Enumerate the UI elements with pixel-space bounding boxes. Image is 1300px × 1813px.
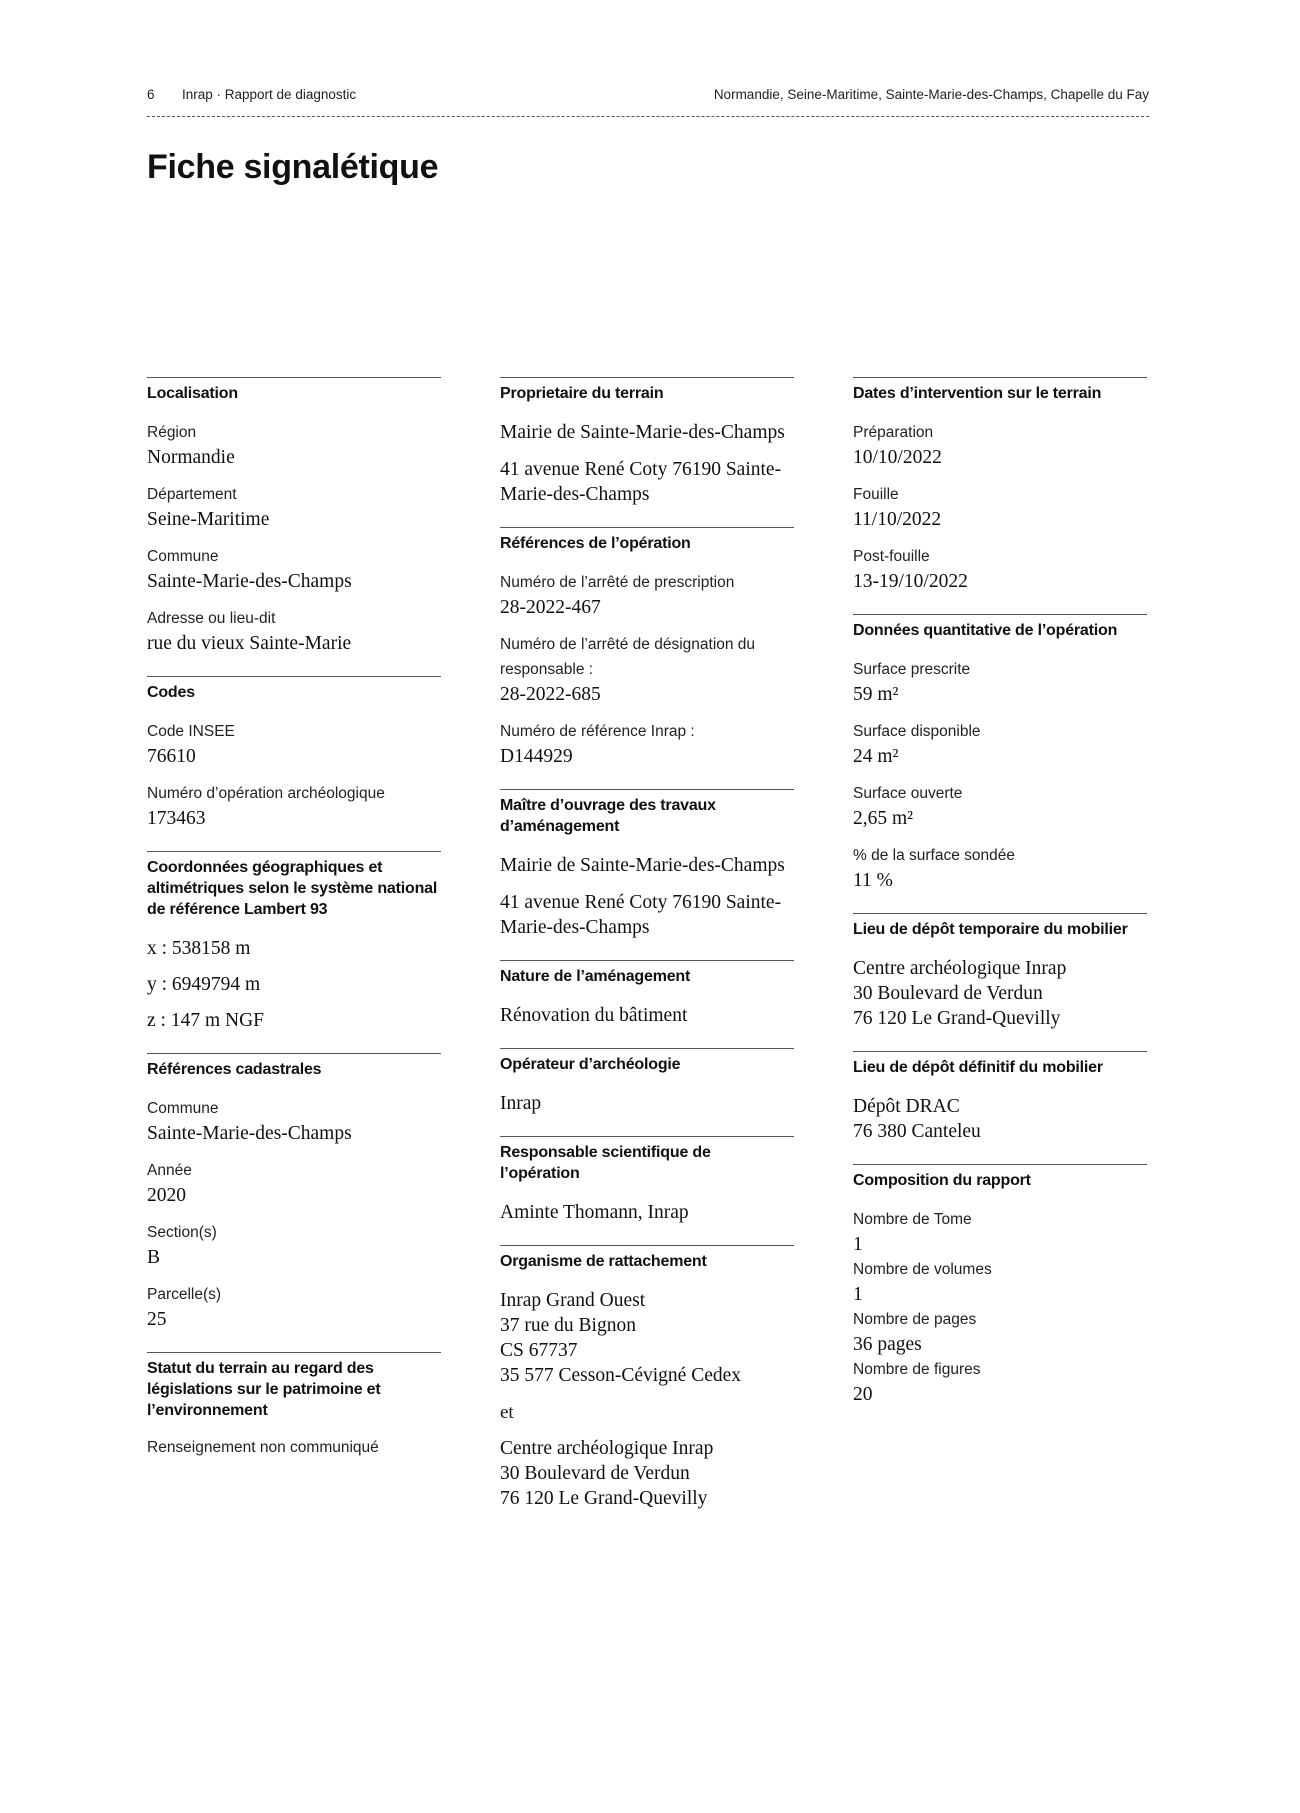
field-value: 24 m²	[853, 746, 899, 767]
section-title: Données quantitative de l’opération	[853, 622, 1118, 639]
field-label: Commune	[147, 548, 219, 565]
field-label: Commune	[147, 1100, 219, 1117]
address-line: 76 120 Le Grand-Quevilly	[853, 1008, 1061, 1029]
field-value: 20	[853, 1384, 873, 1405]
header-location: Normandie, Seine-Maritime, Sainte-Marie-des-Champs, Chapelle du Fay	[713, 87, 1149, 102]
section-responsable	[500, 1136, 794, 1225]
field-value: 25	[147, 1309, 167, 1330]
section-operateur	[500, 1048, 794, 1116]
field-value: Seine-Maritime	[147, 509, 270, 530]
section-title: Lieu de dépôt définitif du mobilier	[853, 1059, 1103, 1076]
column-middle	[500, 377, 794, 1531]
section-composition	[853, 1164, 1147, 1407]
section-depot-definitif	[853, 1051, 1147, 1144]
field-value: rue du vieux Sainte-Marie	[147, 633, 352, 654]
field-value: Normandie	[147, 447, 235, 468]
section-nature	[500, 960, 794, 1028]
address-line: 76 120 Le Grand-Quevilly	[500, 1488, 708, 1509]
section-cadastre	[147, 1053, 441, 1332]
field-label: Département	[147, 486, 237, 503]
section-depot-temporaire	[853, 913, 1147, 1031]
field-value: B	[147, 1247, 161, 1268]
section-title: Lieu de dépôt temporaire du mobilier	[853, 921, 1128, 938]
field-value: 1	[853, 1284, 863, 1305]
field-value: Renseignement non communiqué	[147, 1439, 379, 1456]
field-label: Surface prescrite	[853, 661, 971, 678]
header-divider	[147, 116, 1149, 117]
section-title: Références de l’opération	[500, 535, 691, 552]
field-label: Parcelle(s)	[147, 1286, 222, 1303]
field-label: Année	[147, 1162, 192, 1179]
owner-address: 41 avenue René Coty 76190 Sainte-Marie-des-Champs	[500, 459, 782, 505]
field-value: Aminte Thomann, Inrap	[500, 1202, 689, 1223]
field-label: Adresse ou lieu-dit	[147, 610, 276, 627]
field-value: Inrap	[500, 1093, 542, 1114]
field-value: 173463	[147, 808, 206, 829]
address-line: 30 Boulevard de Verdun	[853, 983, 1043, 1004]
client-name: Mairie de Sainte-Marie-des-Champs	[500, 855, 785, 876]
section-codes	[147, 676, 441, 831]
field-label: Post-fouille	[853, 548, 930, 565]
section-title: Coordonnées géographiques et altimétriques selon le système national de référence Lambert 93	[147, 859, 438, 918]
field-label: Nombre de Tome	[853, 1211, 972, 1228]
address-line: 76 380 Canteleu	[853, 1121, 981, 1142]
address-line: Centre archéologique Inrap	[500, 1438, 714, 1459]
field-label: Numéro de l’arrêté de prescription	[500, 574, 735, 591]
section-donnees	[853, 614, 1147, 893]
coordinate-x: x : 538158 m	[147, 938, 251, 959]
section-title: Proprietaire du terrain	[500, 385, 664, 402]
field-label: Préparation	[853, 424, 934, 441]
section-statut	[147, 1352, 441, 1459]
owner-name: Mairie de Sainte-Marie-des-Champs	[500, 422, 785, 443]
address-line: 35 577 Cesson-Cévigné Cedex	[500, 1365, 742, 1386]
field-value: D144929	[500, 746, 573, 767]
field-label: Nombre de volumes	[853, 1261, 992, 1278]
field-value: 11/10/2022	[853, 509, 942, 530]
publication-name: Inrap · Rapport de diagnostic	[182, 87, 357, 102]
field-label: Nombre de pages	[853, 1311, 977, 1328]
section-title: Localisation	[147, 385, 238, 402]
field-label: Région	[147, 424, 197, 441]
field-value: Rénovation du bâtiment	[500, 1005, 688, 1026]
address-line: 37 rue du Bignon	[500, 1315, 636, 1336]
page-number: 6	[147, 87, 155, 102]
field-label: Surface ouverte	[853, 785, 963, 802]
field-label: Numéro d’opération archéologique	[147, 785, 385, 802]
section-title: Organisme de rattachement	[500, 1253, 707, 1270]
field-value: 2020	[147, 1185, 186, 1206]
section-coordonnees	[147, 851, 441, 1033]
field-label: % de la surface sondée	[853, 847, 1015, 864]
section-title: Références cadastrales	[147, 1061, 322, 1078]
field-value: 1	[853, 1234, 863, 1255]
section-title: Opérateur d’archéologie	[500, 1056, 681, 1073]
field-label: Nombre de figures	[853, 1361, 981, 1378]
field-value: 2,65 m²	[853, 808, 914, 829]
section-title: Dates d’intervention sur le terrain	[853, 385, 1102, 402]
coordinate-z: z : 147 m NGF	[147, 1010, 264, 1031]
section-title: Nature de l’aménagement	[500, 968, 691, 985]
field-value: 11 %	[853, 870, 893, 891]
field-value: 36 pages	[853, 1334, 922, 1355]
coordinate-y: y : 6949794 m	[147, 974, 261, 995]
field-value: Sainte-Marie-des-Champs	[147, 1123, 352, 1144]
field-value: 59 m²	[853, 684, 899, 705]
column-left	[147, 377, 441, 1479]
field-value: 28-2022-685	[500, 684, 601, 705]
field-value: 10/10/2022	[853, 447, 942, 468]
field-value: 13-19/10/2022	[853, 571, 968, 592]
field-label: Fouille	[853, 486, 899, 503]
field-label: Numéro de l’arrêté de désignation du responsable :	[500, 636, 756, 678]
section-references-operation	[500, 527, 794, 769]
section-dates	[853, 377, 1147, 594]
section-title: Composition du rapport	[853, 1172, 1031, 1189]
section-title: Maître d’ouvrage des travaux d’aménagement	[500, 797, 716, 835]
section-title: Statut du terrain au regard des législations sur le patrimoine et l’environnement	[147, 1360, 381, 1419]
address-line: Centre archéologique Inrap	[853, 958, 1067, 979]
client-address: 41 avenue René Coty 76190 Sainte-Marie-des-Champs	[500, 892, 782, 938]
section-maitre-ouvrage	[500, 789, 794, 940]
section-title: Codes	[147, 684, 195, 701]
page-title: Fiche signalétique	[147, 148, 439, 186]
field-label: Section(s)	[147, 1224, 217, 1241]
field-label: Surface disponible	[853, 723, 981, 740]
field-value: 76610	[147, 746, 196, 767]
section-localisation	[147, 377, 441, 656]
address-line: CS 67737	[500, 1340, 578, 1361]
field-value: 28-2022-467	[500, 597, 601, 618]
address-line: 30 Boulevard de Verdun	[500, 1463, 690, 1484]
section-organisme	[500, 1245, 794, 1511]
field-label: Code INSEE	[147, 723, 235, 740]
address-line: Inrap Grand Ouest	[500, 1290, 646, 1311]
field-label: Numéro de référence Inrap :	[500, 723, 695, 740]
section-title: Responsable scientifique de l’opération	[500, 1144, 711, 1182]
field-value: Sainte-Marie-des-Champs	[147, 571, 352, 592]
address-line: Dépôt DRAC	[853, 1096, 960, 1117]
running-header	[147, 83, 1149, 113]
section-proprietaire	[500, 377, 794, 507]
conjunction: et	[500, 1402, 514, 1423]
column-right	[853, 377, 1147, 1427]
